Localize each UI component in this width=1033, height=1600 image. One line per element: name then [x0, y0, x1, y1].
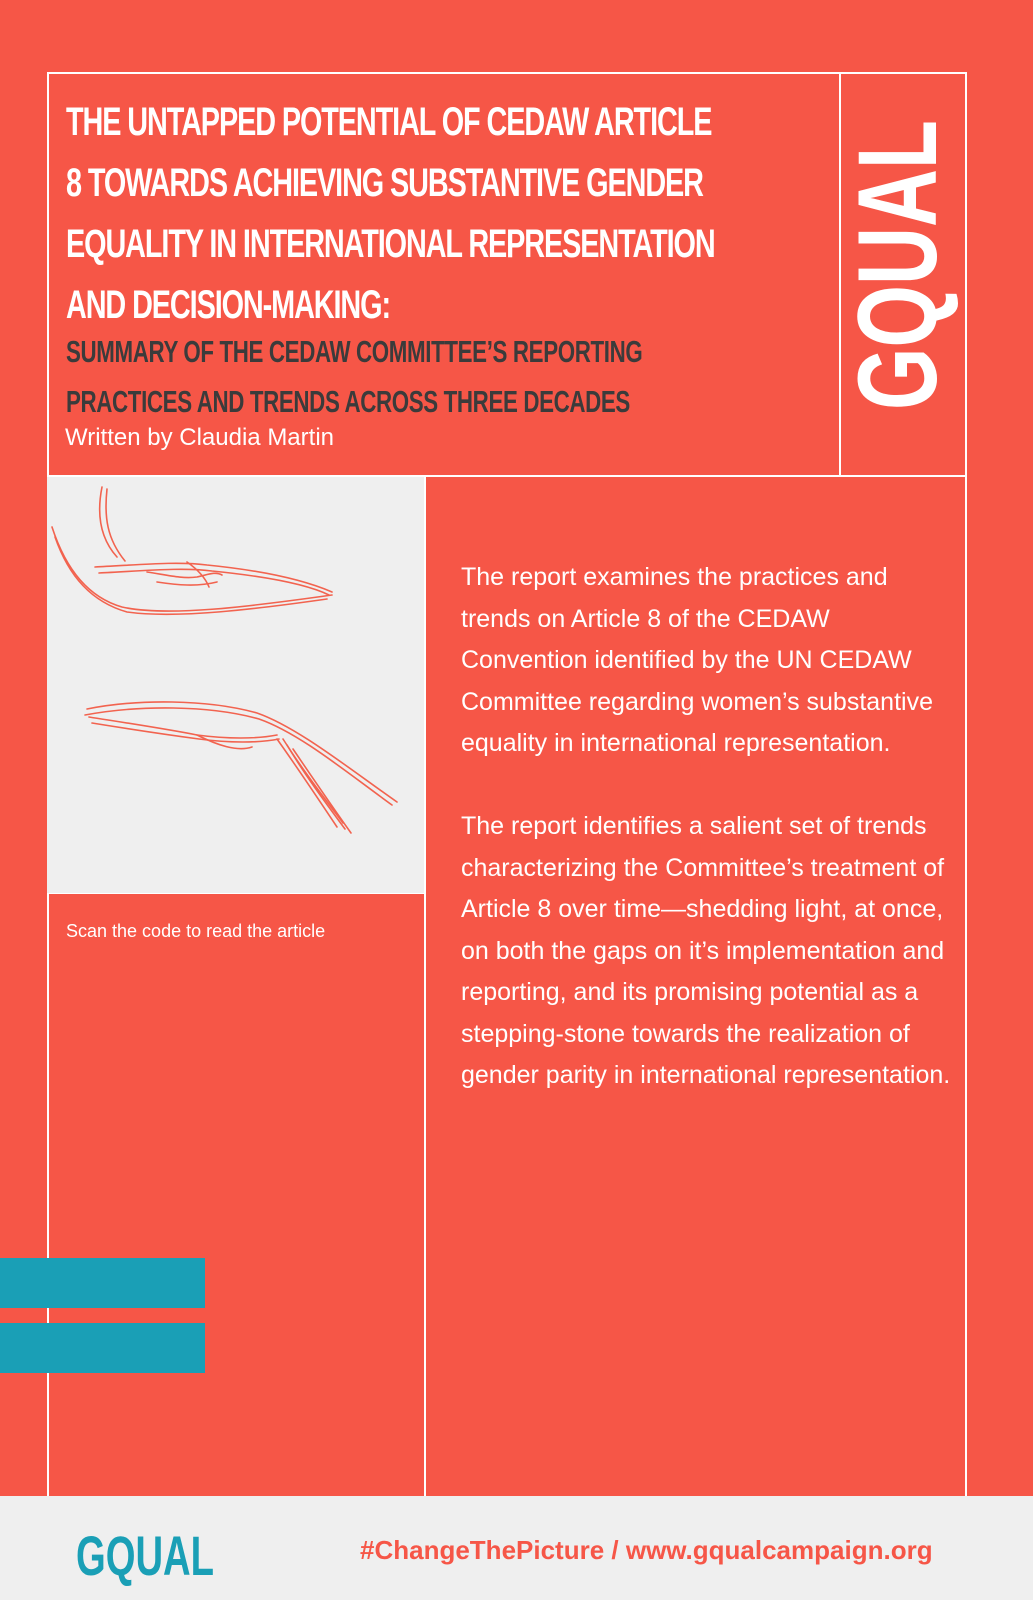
teal-bar-upper	[0, 1258, 205, 1308]
frame-right-line	[965, 72, 967, 1496]
hands-illustration	[47, 477, 424, 893]
title-line: 8 TOWARDS ACHIEVING SUBSTANTIVE GENDER	[66, 161, 703, 205]
title-line: THE UNTAPPED POTENTIAL OF CEDAW ARTICLE	[66, 100, 712, 144]
brand-logo-vertical	[835, 5, 960, 425]
content-column-divider	[424, 475, 426, 1496]
page-title	[66, 92, 715, 336]
subtitle-line: SUMMARY OF THE CEDAW COMMITTEE’S REPORTING	[66, 334, 643, 369]
author-byline: Written by Claudia Martin	[65, 424, 334, 451]
summary-paragraph-2: The report identifies a salient set of trends characterizing the Committee’s treatment of Article 8 over time—shedding light, at once, on both the gaps on it’s implementation and reporting, and its promising potential as a stepping-stone towards the realization of gender parity in international representation.	[461, 812, 951, 1089]
footer-logo-text: GQUAL	[76, 1524, 214, 1587]
brand-logo-text: GQUAL	[835, 5, 960, 410]
summary-paragraph-1: The report examines the practices and trends on Article 8 of the CEDAW Convention identified by the UN CEDAW Committee regarding women’s substantive equality in international representation.	[461, 563, 933, 757]
subtitle-line: PRACTICES AND TRENDS ACROSS THREE DECADES	[66, 384, 630, 419]
title-line: EQUALITY IN INTERNATIONAL REPRESENTATION	[66, 222, 715, 266]
title-line: AND DECISION-MAKING:	[66, 283, 390, 327]
report-summary	[461, 557, 961, 1138]
page-subtitle	[66, 327, 642, 427]
hands-sketch-icon	[47, 477, 424, 893]
frame-top-line	[47, 72, 967, 74]
scan-code-label: Scan the code to read the article	[66, 921, 326, 941]
footer-campaign-links[interactable]: #ChangeThePicture / www.gqualcampaign.org	[360, 1535, 933, 1565]
teal-bar-lower	[0, 1323, 205, 1373]
footer-logo	[76, 1524, 216, 1587]
